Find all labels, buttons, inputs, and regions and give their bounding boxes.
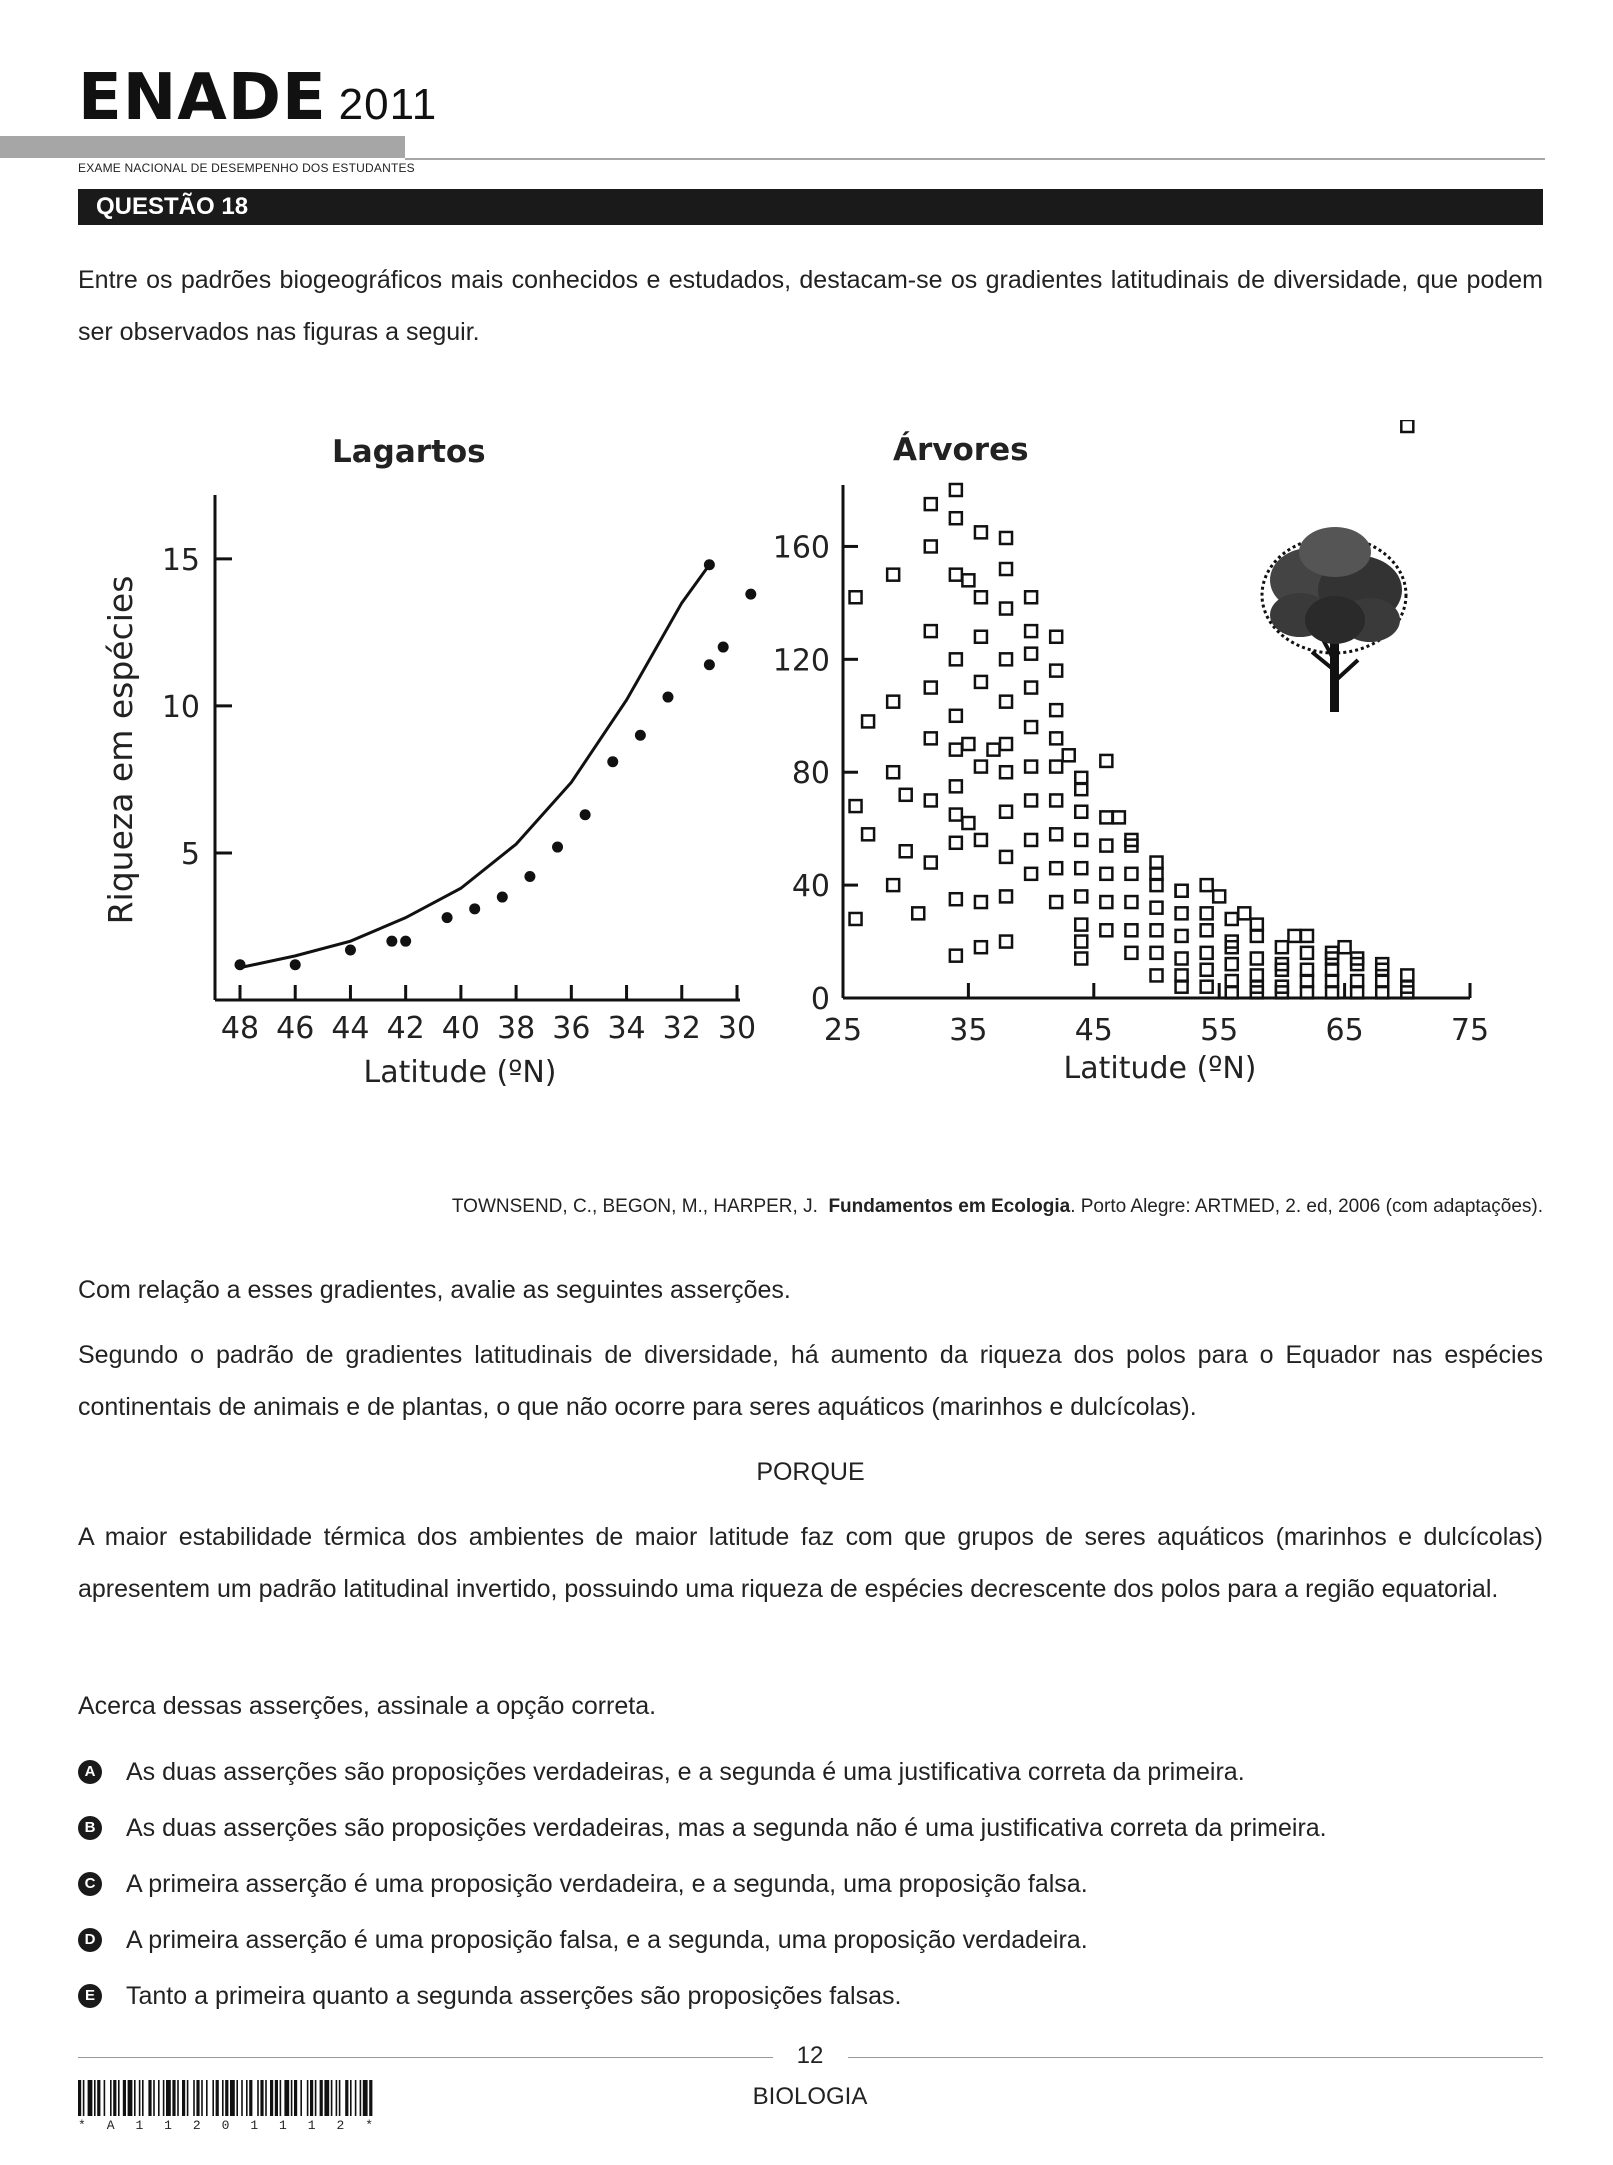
- arvores-data-point: [1201, 907, 1213, 919]
- question-title: QUESTÃO 18: [96, 193, 249, 220]
- barcode-bar: [275, 2080, 278, 2116]
- arvores-data-point: [1401, 420, 1413, 432]
- lagartos-x-tick-label: 36: [552, 1011, 591, 1046]
- option-e-text: Tanto a primeira quanto a segunda asserções são proposições falsas.: [126, 1982, 902, 2010]
- barcode-bar: [246, 2080, 248, 2116]
- barcode-bar: [241, 2080, 243, 2116]
- barcode-bar: [118, 2080, 120, 2116]
- arvores-y-tick-label: 40: [791, 869, 830, 905]
- arvores-data-point: [1100, 868, 1112, 880]
- arvores-data-point: [1025, 625, 1037, 637]
- lagartos-data-point: [580, 809, 591, 820]
- arvores-data-point: [1176, 930, 1188, 942]
- barcode-bar: [148, 2080, 151, 2116]
- lagartos-x-tick-label: 42: [386, 1011, 425, 1046]
- lagartos-x-tick-label: 38: [497, 1011, 536, 1046]
- logo-text: ENADE: [78, 61, 327, 135]
- arvores-data-point: [850, 591, 862, 603]
- arvores-data-point: [1050, 665, 1062, 677]
- page-number: 12: [796, 2042, 824, 2069]
- porque-label: PORQUE: [756, 1458, 865, 1486]
- barcode-bar: [206, 2080, 208, 2116]
- arvores-data-point: [1201, 981, 1213, 993]
- arvores-data-point: [962, 738, 974, 750]
- arvores-data-point: [950, 512, 962, 524]
- barcode-bar: [331, 2080, 333, 2116]
- barcode-bar: [128, 2080, 133, 2116]
- logo-year: 2011: [338, 80, 438, 129]
- arvores-data-point: [1000, 532, 1012, 544]
- option-b-badge: B: [78, 1816, 102, 1840]
- lagartos-data-point: [400, 936, 411, 947]
- arvores-data-point: [925, 625, 937, 637]
- barcode-bar: [230, 2080, 235, 2116]
- barcode-bar: [134, 2080, 136, 2116]
- lagartos-x-tick-label: 48: [220, 1011, 260, 1046]
- barcode-bar: [142, 2080, 144, 2116]
- option-a[interactable]: [78, 1752, 1543, 1792]
- lagartos-data-point: [235, 959, 246, 970]
- option-d-badge: D: [78, 1928, 102, 1952]
- barcode-bar: [216, 2080, 219, 2116]
- arvores-x-tick-label: 75: [1450, 1013, 1490, 1048]
- arvores-data-point: [1100, 924, 1112, 936]
- arvores-data-point: [975, 896, 987, 908]
- barcode-bar: [139, 2080, 141, 2116]
- lagartos-data-point: [718, 642, 729, 653]
- arvores-x-label: Latitude (ºN): [1063, 1051, 1257, 1086]
- arvores-data-point: [887, 766, 899, 778]
- arvores-data-point: [1050, 862, 1062, 874]
- arvores-x-tick-label: 55: [1200, 1013, 1239, 1048]
- arvores-data-point: [1000, 653, 1012, 665]
- arvores-data-point: [887, 569, 899, 581]
- footer-rule-left: [78, 2057, 773, 2058]
- arvores-data-point: [962, 817, 974, 829]
- arvores-data-point: [925, 540, 937, 552]
- lagartos-x-tick-label: 30: [717, 1011, 757, 1046]
- lagartos-data-point: [704, 659, 715, 670]
- arvores-data-point: [925, 682, 937, 694]
- arvores-data-point: [1075, 806, 1087, 818]
- barcode-bar: [236, 2080, 238, 2116]
- lagartos-x-tick-label: 34: [607, 1011, 646, 1046]
- barcode-bar: [182, 2080, 185, 2116]
- tree-icon: [1262, 527, 1406, 712]
- subject-label: BIOLOGIA: [752, 2083, 868, 2110]
- lagartos-data-point: [290, 959, 301, 970]
- assertion-1: Segundo o padrão de gradientes latitudinais de diversidade, há aumento da riqueza dos polos para o Equador nas espécies continentais de animais e de plantas, o que não ocorre para seres aquáticos (marinhos e dulcícolas).: [78, 1341, 1543, 1421]
- arvores-data-point: [1125, 924, 1137, 936]
- figure-citation: [452, 1196, 1543, 1218]
- barcode-bar: [166, 2080, 171, 2116]
- arvores-data-point: [1000, 851, 1012, 863]
- lagartos-x-tick-label: 40: [441, 1011, 480, 1046]
- arvores-data-point: [1151, 924, 1163, 936]
- option-e-badge: E: [78, 1984, 102, 2008]
- arvores-data-point: [1125, 947, 1137, 959]
- lagartos-x-tick-label: 46: [276, 1011, 315, 1046]
- arvores-data-point: [1050, 896, 1062, 908]
- arvores-data-point: [975, 761, 987, 773]
- arvores-data-point: [1238, 907, 1250, 919]
- arvores-data-point: [887, 696, 899, 708]
- lagartos-data-point: [386, 936, 397, 947]
- arvores-data-point: [1176, 885, 1188, 897]
- barcode-bar: [193, 2080, 195, 2116]
- arvores-data-point: [1226, 913, 1238, 925]
- arvores-data-point: [1176, 885, 1188, 897]
- barcode-bar: [158, 2080, 160, 2116]
- arvores-data-point: [950, 780, 962, 792]
- arvores-data-point: [1100, 896, 1112, 908]
- barcode-bar: [163, 2080, 165, 2116]
- barcode-bar: [324, 2080, 329, 2116]
- arvores-data-point: [1301, 930, 1313, 942]
- arvores-data-point: [1063, 749, 1075, 761]
- arvores-data-point: [1000, 766, 1012, 778]
- barcode-bar: [284, 2080, 289, 2116]
- lagartos-data-point: [552, 842, 563, 853]
- arvores-data-point: [1113, 811, 1125, 823]
- barcode-text: * A 1 1 2 0 1 1 1 2 *: [78, 2118, 373, 2133]
- arvores-data-point: [987, 744, 999, 756]
- paragraph-context: Com relação a esses gradientes, avalie as seguintes asserções.: [78, 1276, 791, 1304]
- header-rule: [405, 158, 1545, 160]
- barcode-bar: [97, 2080, 100, 2116]
- barcode-bar: [78, 2080, 81, 2116]
- barcode-bar: [369, 2080, 372, 2116]
- citation-book: Fundamentos em Ecologia: [828, 1196, 1071, 1217]
- arvores-data-point: [1100, 755, 1112, 767]
- barcode-bar: [88, 2080, 93, 2116]
- barcode-bar: [363, 2080, 368, 2116]
- arvores-data-point: [900, 845, 912, 857]
- arvores-data-point: [925, 857, 937, 869]
- option-a-badge: A: [78, 1760, 102, 1784]
- arvores-data-point: [975, 941, 987, 953]
- arvores-data-point: [1000, 603, 1012, 615]
- arvores-data-point: [1025, 834, 1037, 846]
- chart-arvores: [773, 420, 1489, 1086]
- barcode-bar: [360, 2080, 362, 2116]
- barcode-bar: [260, 2080, 263, 2116]
- arvores-data-point: [862, 715, 874, 727]
- arvores-data-point: [1025, 721, 1037, 733]
- arvores-data-point: [925, 794, 937, 806]
- arvores-y-tick-label: 120: [772, 643, 830, 679]
- arvores-data-point: [950, 893, 962, 905]
- option-d-text: A primeira asserção é uma proposição falsa, e a segunda, uma proposição verdadeira.: [126, 1926, 1088, 1954]
- barcode-bar: [320, 2080, 323, 2116]
- lagartos-data-point: [662, 692, 673, 703]
- arvores-data-point: [1050, 828, 1062, 840]
- arvores-data-point: [950, 809, 962, 821]
- arvores-data-point: [1151, 947, 1163, 959]
- arvores-data-point: [950, 950, 962, 962]
- lagartos-title: Lagartos: [332, 434, 486, 470]
- barcode-bar: [294, 2080, 297, 2116]
- footer-rule-right: [848, 2057, 1543, 2058]
- arvores-data-point: [1176, 907, 1188, 919]
- arvores-data-point: [1000, 696, 1012, 708]
- arvores-data-point: [1075, 936, 1087, 948]
- barcode-bar: [222, 2080, 224, 2116]
- barcode-bar: [310, 2080, 313, 2116]
- arvores-data-point: [1075, 862, 1087, 874]
- arvores-data-point: [1025, 761, 1037, 773]
- arvores-data-point: [1000, 936, 1012, 948]
- option-b-text: As duas asserções são proposições verdadeiras, mas a segunda não é uma justificativa correta da primeira.: [126, 1814, 1327, 1842]
- lagartos-data-point: [345, 945, 356, 956]
- barcode-bar: [291, 2080, 293, 2116]
- arvores-data-point: [1125, 896, 1137, 908]
- arvores-data-point: [1301, 947, 1313, 959]
- barcode: [78, 2080, 373, 2116]
- arvores-data-point: [887, 879, 899, 891]
- lagartos-y-tick-label: 15: [161, 542, 200, 578]
- arvores-data-point: [1176, 952, 1188, 964]
- arvores-data-point: [1050, 794, 1062, 806]
- option-e[interactable]: [78, 1976, 1543, 2016]
- barcode-bar: [350, 2080, 352, 2116]
- arvores-data-point: [1075, 952, 1087, 964]
- lagartos-data-point: [497, 892, 508, 903]
- arvores-data-point: [925, 498, 937, 510]
- citation-rest: . Porto Alegre: ARTMED, 2. ed, 2006 (com adaptações).: [1070, 1196, 1543, 1217]
- arvores-y-tick-label: 0: [810, 982, 830, 1017]
- enade-logo: [78, 61, 438, 135]
- arvores-data-point: [1226, 958, 1238, 970]
- barcode-bar: [172, 2080, 175, 2116]
- arvores-x-tick-label: 25: [823, 1013, 863, 1048]
- arvores-data-point: [1339, 941, 1351, 953]
- arvores-data-point: [850, 800, 862, 812]
- arvores-data-point: [900, 789, 912, 801]
- arvores-data-point: [1151, 969, 1163, 981]
- arvores-data-point: [1201, 924, 1213, 936]
- arvores-data-point: [1050, 704, 1062, 716]
- arvores-x-tick-label: 35: [949, 1013, 988, 1048]
- barcode-bar: [345, 2080, 348, 2116]
- lagartos-y-tick-label: 5: [180, 836, 200, 872]
- arvores-data-point: [1050, 732, 1062, 744]
- arvores-data-point: [975, 834, 987, 846]
- arvores-data-point: [1000, 890, 1012, 902]
- arvores-title: Árvores: [893, 432, 1029, 468]
- barcode-bar: [187, 2080, 189, 2116]
- arvores-data-point: [962, 574, 974, 586]
- arvores-data-point: [1050, 761, 1062, 773]
- barcode-bar: [336, 2080, 338, 2116]
- arvores-data-point: [1000, 563, 1012, 575]
- arvores-data-point: [1201, 947, 1213, 959]
- lagartos-data-point: [635, 730, 646, 741]
- lagartos-x-label: Latitude (ºN): [363, 1055, 557, 1090]
- barcode-bar: [153, 2080, 155, 2116]
- arvores-data-point: [975, 676, 987, 688]
- lagartos-y-tick-label: 10: [161, 689, 200, 725]
- arvores-data-point: [1050, 631, 1062, 643]
- arvores-data-point: [925, 732, 937, 744]
- barcode-bar: [355, 2080, 357, 2116]
- option-c-badge: C: [78, 1872, 102, 1896]
- barcode-bar: [300, 2080, 302, 2116]
- barcode-bar: [196, 2080, 199, 2116]
- barcode-bar: [339, 2080, 341, 2116]
- figures: [0, 420, 1613, 1120]
- lagartos-data-point: [524, 871, 535, 882]
- barcode-bar: [307, 2080, 309, 2116]
- arvores-data-point: [1151, 902, 1163, 914]
- citation-authors: TOWNSEND, C., BEGON, M., HARPER, J.: [451, 1196, 818, 1217]
- option-b[interactable]: [78, 1808, 1543, 1848]
- barcode-bar: [257, 2080, 259, 2116]
- barcode-bar: [177, 2080, 179, 2116]
- arvores-data-point: [1100, 811, 1112, 823]
- arvores-data-point: [975, 631, 987, 643]
- lagartos-x-tick-label: 44: [331, 1011, 370, 1046]
- arvores-data-point: [1276, 941, 1288, 953]
- arvores-x-tick-label: 65: [1325, 1013, 1364, 1048]
- header-gray-bar: [0, 136, 405, 158]
- option-c-text: A primeira asserção é uma proposição verdadeira, e a segunda, uma proposição falsa.: [126, 1870, 1088, 1898]
- arvores-data-point: [862, 828, 874, 840]
- arvores-data-point: [850, 913, 862, 925]
- option-d[interactable]: [78, 1920, 1543, 1960]
- chart-lagartos: [101, 434, 756, 1090]
- arvores-y-tick-label: 80: [791, 756, 830, 792]
- arvores-data-point: [1000, 806, 1012, 818]
- barcode-bar: [94, 2080, 96, 2116]
- lagartos-data-point: [469, 903, 480, 914]
- arvores-data-point: [950, 569, 962, 581]
- lagartos-y-label: Riqueza em espécies: [101, 575, 140, 925]
- arvores-data-point: [975, 526, 987, 538]
- question-intro: Entre os padrões biogeográficos mais conhecidos e estudados, destacam-se os gradientes latitudinais de diversidade, que podem ser observados nas figuras a seguir.: [78, 266, 1543, 346]
- lagartos-data-point: [704, 559, 715, 570]
- arvores-data-point: [1075, 834, 1087, 846]
- arvores-data-point: [950, 710, 962, 722]
- lagartos-data-point: [607, 756, 618, 767]
- barcode-bar: [265, 2080, 267, 2116]
- arvores-data-point: [950, 484, 962, 496]
- barcode-bar: [104, 2080, 106, 2116]
- arvores-data-point: [1251, 952, 1263, 964]
- barcode-bar: [83, 2080, 85, 2116]
- arvores-data-point: [1100, 840, 1112, 852]
- barcode-bar: [123, 2080, 126, 2116]
- barcode-bar: [113, 2080, 116, 2116]
- barcode-bar: [212, 2080, 214, 2116]
- arvores-data-point: [950, 744, 962, 756]
- barcode-bar: [270, 2080, 273, 2116]
- assertion-2: A maior estabilidade térmica dos ambientes de maior latitude faz com que grupos de seres aquáticos (marinhos e dulcícolas) apresentem um padrão latitudinal invertido, possuindo uma riqueza de espécies decrescente dos polos para a região equatorial.: [78, 1523, 1543, 1603]
- arvores-data-point: [912, 907, 924, 919]
- lagartos-data-point: [442, 912, 453, 923]
- arvores-data-point: [1288, 930, 1300, 942]
- arvores-y-tick-label: 160: [772, 530, 830, 566]
- arvores-data-point: [1201, 964, 1213, 976]
- arvores-data-point: [1025, 682, 1037, 694]
- barcode-bar: [315, 2080, 317, 2116]
- option-a-text: As duas asserções são proposições verdadeiras, e a segunda é uma justificativa correta da primeira.: [126, 1758, 1245, 1786]
- barcode-bar: [110, 2080, 112, 2116]
- arvores-data-point: [1201, 879, 1213, 891]
- arvores-data-point: [1025, 794, 1037, 806]
- arvores-data-point: [950, 653, 962, 665]
- arvores-data-point: [1075, 919, 1087, 931]
- barcode-bar: [201, 2080, 203, 2116]
- arvores-data-point: [975, 591, 987, 603]
- arvores-data-point: [1025, 648, 1037, 660]
- arvores-data-point: [1000, 738, 1012, 750]
- lagartos-x-tick-label: 32: [662, 1011, 701, 1046]
- arvores-data-point: [1213, 890, 1225, 902]
- arvores-data-point: [950, 837, 962, 849]
- arvores-data-point: [1125, 868, 1137, 880]
- arvores-x-tick-label: 45: [1074, 1013, 1113, 1048]
- barcode-bar: [280, 2080, 282, 2116]
- lagartos-data-point: [745, 589, 756, 600]
- barcode-bar: [225, 2080, 228, 2116]
- option-c[interactable]: [78, 1864, 1543, 1904]
- barcode-bar: [249, 2080, 252, 2116]
- question-title-bar: [78, 189, 1543, 225]
- instruction: Acerca dessas asserções, assinale a opção correta.: [78, 1692, 657, 1720]
- header-subtitle: EXAME NACIONAL DE DESEMPENHO DOS ESTUDANTES: [78, 161, 415, 175]
- arvores-data-point: [1075, 890, 1087, 902]
- arvores-data-point: [1025, 591, 1037, 603]
- arvores-data-point: [1025, 868, 1037, 880]
